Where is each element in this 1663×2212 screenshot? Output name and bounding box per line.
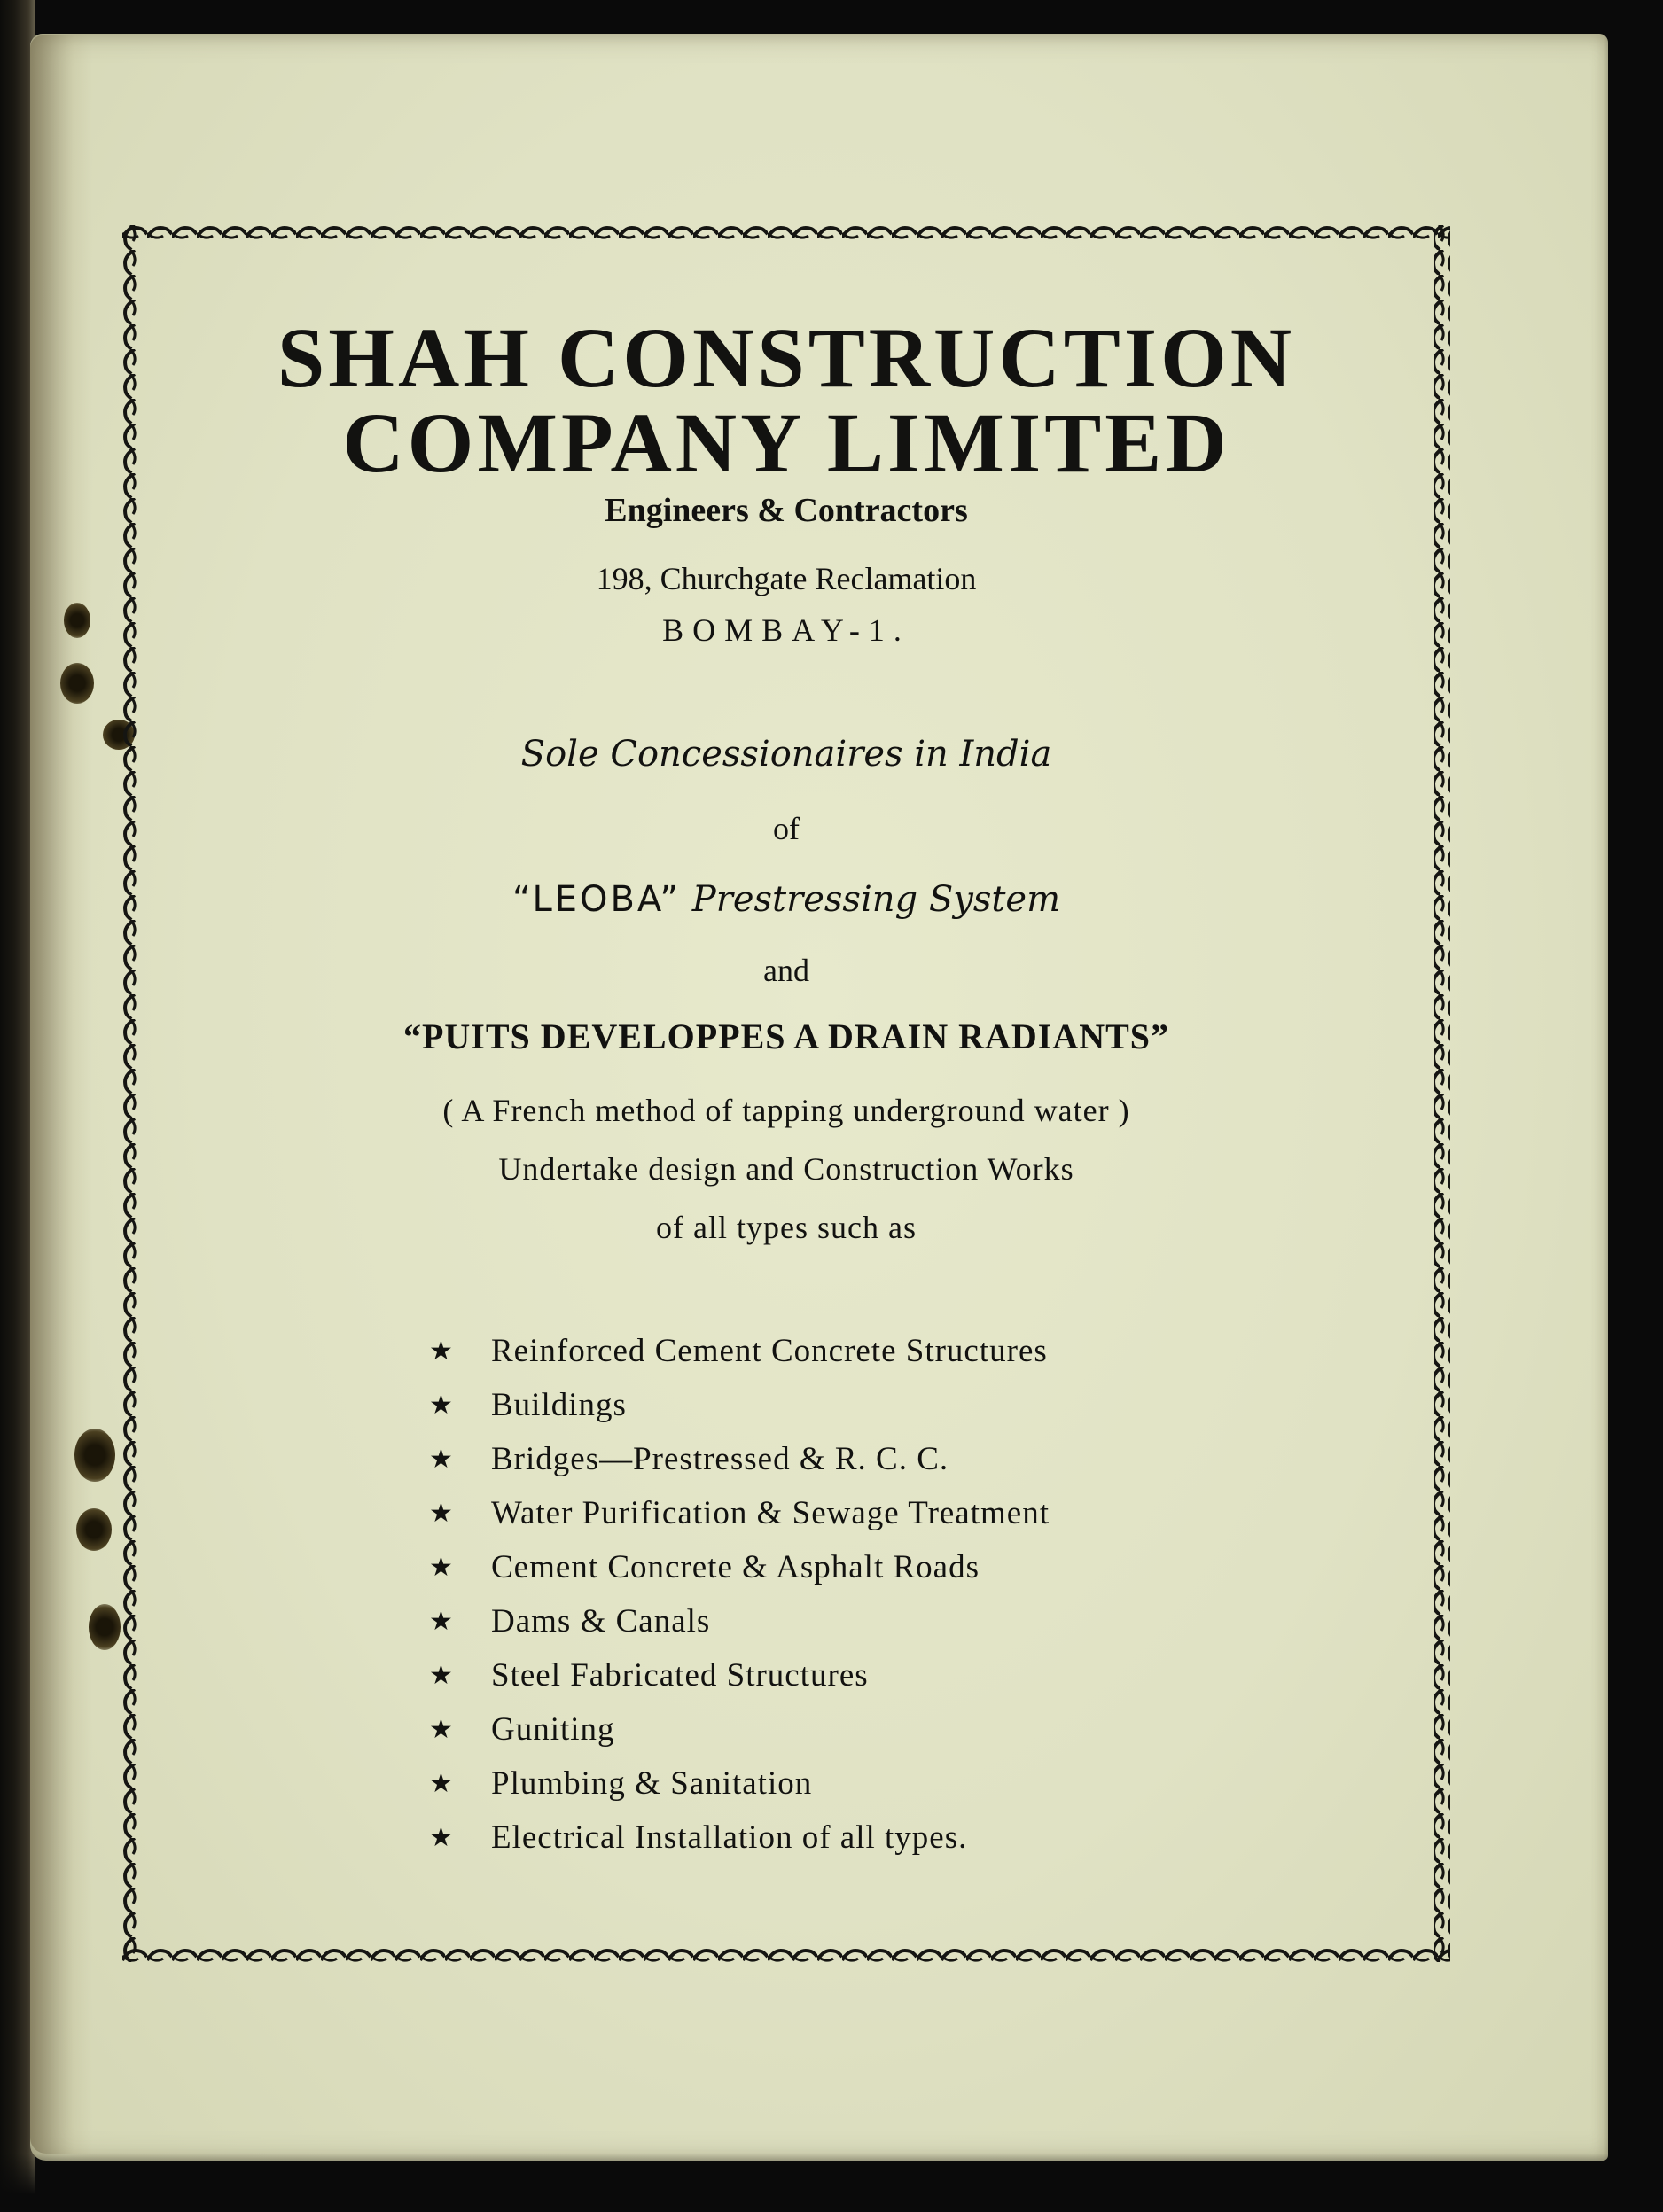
list-item [429, 1594, 1316, 1648]
service-label: Bridges—Prestressed & R. C. C. [491, 1441, 949, 1477]
binding-hole [76, 1508, 112, 1551]
service-label: Water Purification & Sewage Treatment [491, 1495, 1050, 1531]
company-name-line1: SHAH CONSTRUCTION [277, 310, 1296, 405]
list-item [429, 1324, 1316, 1378]
undertake-line1: Undertake design and Construction Works [498, 1151, 1074, 1187]
services-list [429, 1324, 1316, 1865]
address-line2: BOMBAY-1. [662, 612, 910, 648]
list-item [429, 1432, 1316, 1486]
star-icon: ★ [429, 1606, 454, 1637]
list-item [429, 1702, 1316, 1756]
concession-heading: Sole Concessionaires in India [520, 734, 1052, 775]
star-icon: ★ [429, 1498, 454, 1529]
binding-hole [74, 1429, 115, 1482]
service-label: Buildings [491, 1387, 627, 1423]
binding-hole [60, 663, 94, 704]
service-label: Cement Concrete & Asphalt Roads [491, 1549, 980, 1585]
list-item [429, 1811, 1316, 1865]
leoba-system: Prestressing System [691, 879, 1061, 920]
service-label: Plumbing & Sanitation [491, 1765, 813, 1802]
service-label: Dams & Canals [491, 1603, 711, 1640]
company-name-line2: COMPANY LIMITED [342, 395, 1230, 490]
binding-hole [89, 1604, 121, 1650]
list-item [429, 1378, 1316, 1432]
star-icon: ★ [429, 1552, 454, 1583]
company-tagline: Engineers & Contractors [605, 492, 968, 529]
french-method-note: ( A French method of tapping underground water ) [442, 1093, 1130, 1128]
list-item [429, 1756, 1316, 1811]
star-icon: ★ [429, 1336, 454, 1367]
leoba-name: “LEOBA” [511, 879, 682, 920]
service-label: Guniting [491, 1711, 615, 1748]
star-icon: ★ [429, 1390, 454, 1421]
page-worn-margin [30, 35, 92, 2154]
undertake-line2: of all types such as [656, 1210, 917, 1245]
list-item [429, 1540, 1316, 1594]
service-label: Electrical Installation of all types. [491, 1819, 968, 1856]
puits-system-name: “PUITS DEVELOPPES A DRAIN RADIANTS” [402, 1016, 1170, 1056]
connector-and: and [763, 953, 809, 988]
star-icon: ★ [429, 1822, 454, 1853]
service-label: Reinforced Cement Concrete Structures [491, 1333, 1048, 1369]
address-line1: 198, Churchgate Reclamation [596, 561, 977, 596]
service-label: Steel Fabricated Structures [491, 1657, 869, 1694]
background-right-edge [1604, 0, 1663, 2212]
connector-of: of [773, 811, 800, 846]
list-item [429, 1648, 1316, 1702]
leoba-line [122, 879, 1450, 920]
star-icon: ★ [429, 1714, 454, 1745]
list-item [429, 1486, 1316, 1540]
background-bottom-edge [0, 2154, 1663, 2212]
star-icon: ★ [429, 1444, 454, 1475]
star-icon: ★ [429, 1768, 454, 1799]
binding-hole [64, 603, 90, 638]
star-icon: ★ [429, 1660, 454, 1691]
